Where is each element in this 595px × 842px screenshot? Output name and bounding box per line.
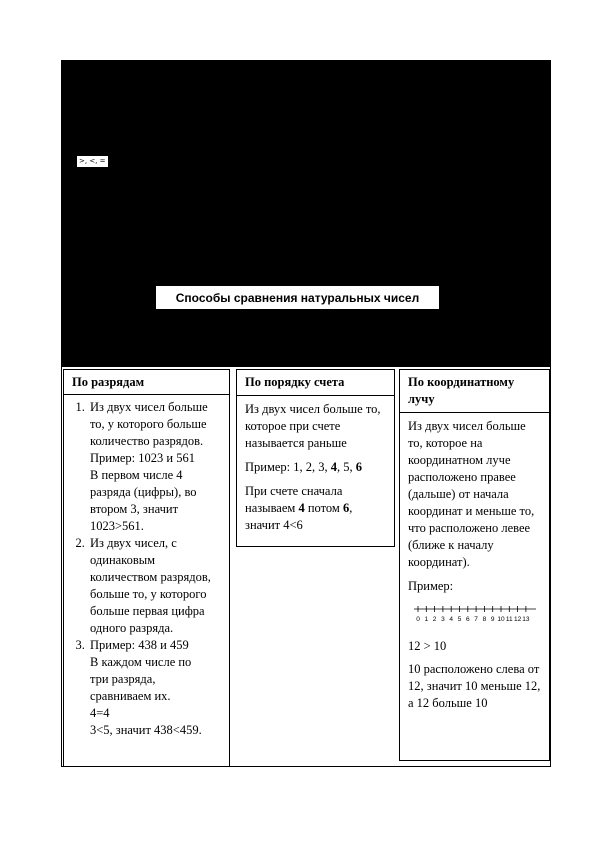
counting-example-prefix: Пример: 1, 2, 3, xyxy=(245,460,331,474)
rule-line: втором 3, значит xyxy=(90,502,179,516)
column-title-by-counting-order: По порядку счета xyxy=(237,374,394,396)
number-line-label: 4 xyxy=(449,616,454,623)
number-line-label: 13 xyxy=(522,616,530,623)
counting-example-highlight-4: 4 xyxy=(330,460,338,474)
rule-line: В первом числе 4 xyxy=(90,468,183,482)
coordinate-rule-text: Из двух чисел больше то, которое на координатном луче расположено правее (дальше) от начала координат и меньше то, что расположено левее (ближе к началу координат). xyxy=(408,419,535,569)
page-title: Способы сравнения натуральных чисел xyxy=(156,286,439,309)
rule-line: количеством разрядов, xyxy=(90,570,211,584)
rule-line: то, у которого больше xyxy=(90,417,207,431)
number-line-label: 5 xyxy=(457,616,462,623)
number-line-label: 11 xyxy=(505,616,513,623)
rule-line: три разряда, xyxy=(90,672,156,686)
column-by-digits xyxy=(63,369,230,767)
rules-list xyxy=(72,399,222,739)
column-by-counting-order xyxy=(236,369,395,547)
rule-line: 4=4 xyxy=(90,706,110,720)
column-title-by-coordinate-ray: По координатному лучу xyxy=(400,374,549,413)
column-by-coordinate-ray xyxy=(399,369,550,761)
rule-line: 3<5, значит 438<459. xyxy=(90,723,202,737)
rule-line: сравниваем их. xyxy=(90,689,171,703)
rule-line: разряда (цифры), во xyxy=(90,485,197,499)
counting-rule-text: Из двух чисел больше то, которое при счете называется раньше xyxy=(245,402,381,450)
number-line-label: 12 xyxy=(513,616,522,623)
column-title-by-digits: По разрядам xyxy=(64,374,229,395)
counting-note-part: При счете сначала называем xyxy=(245,484,343,515)
coordinate-explanation: 10 расположено слева от 12, значит 10 меньше 12, а 12 больше 10 xyxy=(408,662,541,710)
counting-note-part: потом xyxy=(304,501,343,515)
number-line-label: 8 xyxy=(482,616,487,623)
counting-note-part: , xyxy=(349,501,353,515)
rule-line: больше первая цифра xyxy=(90,604,205,618)
number-line-label: 1 xyxy=(424,616,429,623)
rule-line: 2. Из двух чисел, с xyxy=(90,536,177,550)
rule-line: больше то, у которого xyxy=(90,587,207,601)
number-line-label: 0 xyxy=(416,616,420,623)
rule-line: одинаковым xyxy=(90,553,156,567)
counting-example-highlight-6: 6 xyxy=(355,460,363,474)
counting-note xyxy=(245,483,387,534)
counting-note-highlight-6: 6 xyxy=(342,501,350,515)
rule-line: одного разряда. xyxy=(90,621,174,635)
rule-line: количество разрядов. xyxy=(90,434,204,448)
counting-note-conclusion: значит 4<6 xyxy=(245,518,303,532)
rule-line: 3. Пример: 438 и 459 xyxy=(90,638,189,652)
comparison-signs-label: >, <, = xyxy=(79,157,106,165)
rule-item-2 xyxy=(88,535,222,637)
number-line-label: 3 xyxy=(441,616,445,623)
counting-example xyxy=(245,459,387,476)
number-line-label: 6 xyxy=(465,616,470,623)
rule-line: Пример: 1023 и 561 xyxy=(90,451,195,465)
number-line-label: 2 xyxy=(432,616,437,623)
rule-line: 1023>561. xyxy=(90,519,144,533)
counting-note-highlight-4: 4 xyxy=(298,501,305,515)
coordinate-comparison: 12 > 10 xyxy=(408,639,447,653)
number-line-label: 7 xyxy=(474,616,478,623)
rule-line: В каждом числе по xyxy=(90,655,192,669)
rule-item-3 xyxy=(88,637,222,739)
rule-line: 1. Из двух чисел больше xyxy=(90,400,208,414)
number-line-label: 9 xyxy=(490,616,495,623)
counting-example-middle: , 5, xyxy=(337,460,356,474)
rule-item-1 xyxy=(88,399,222,535)
header-block xyxy=(61,60,551,367)
number-line-label: 10 xyxy=(497,616,505,623)
coordinate-example-label: Пример: xyxy=(408,579,454,593)
number-line-diagram xyxy=(412,602,538,624)
